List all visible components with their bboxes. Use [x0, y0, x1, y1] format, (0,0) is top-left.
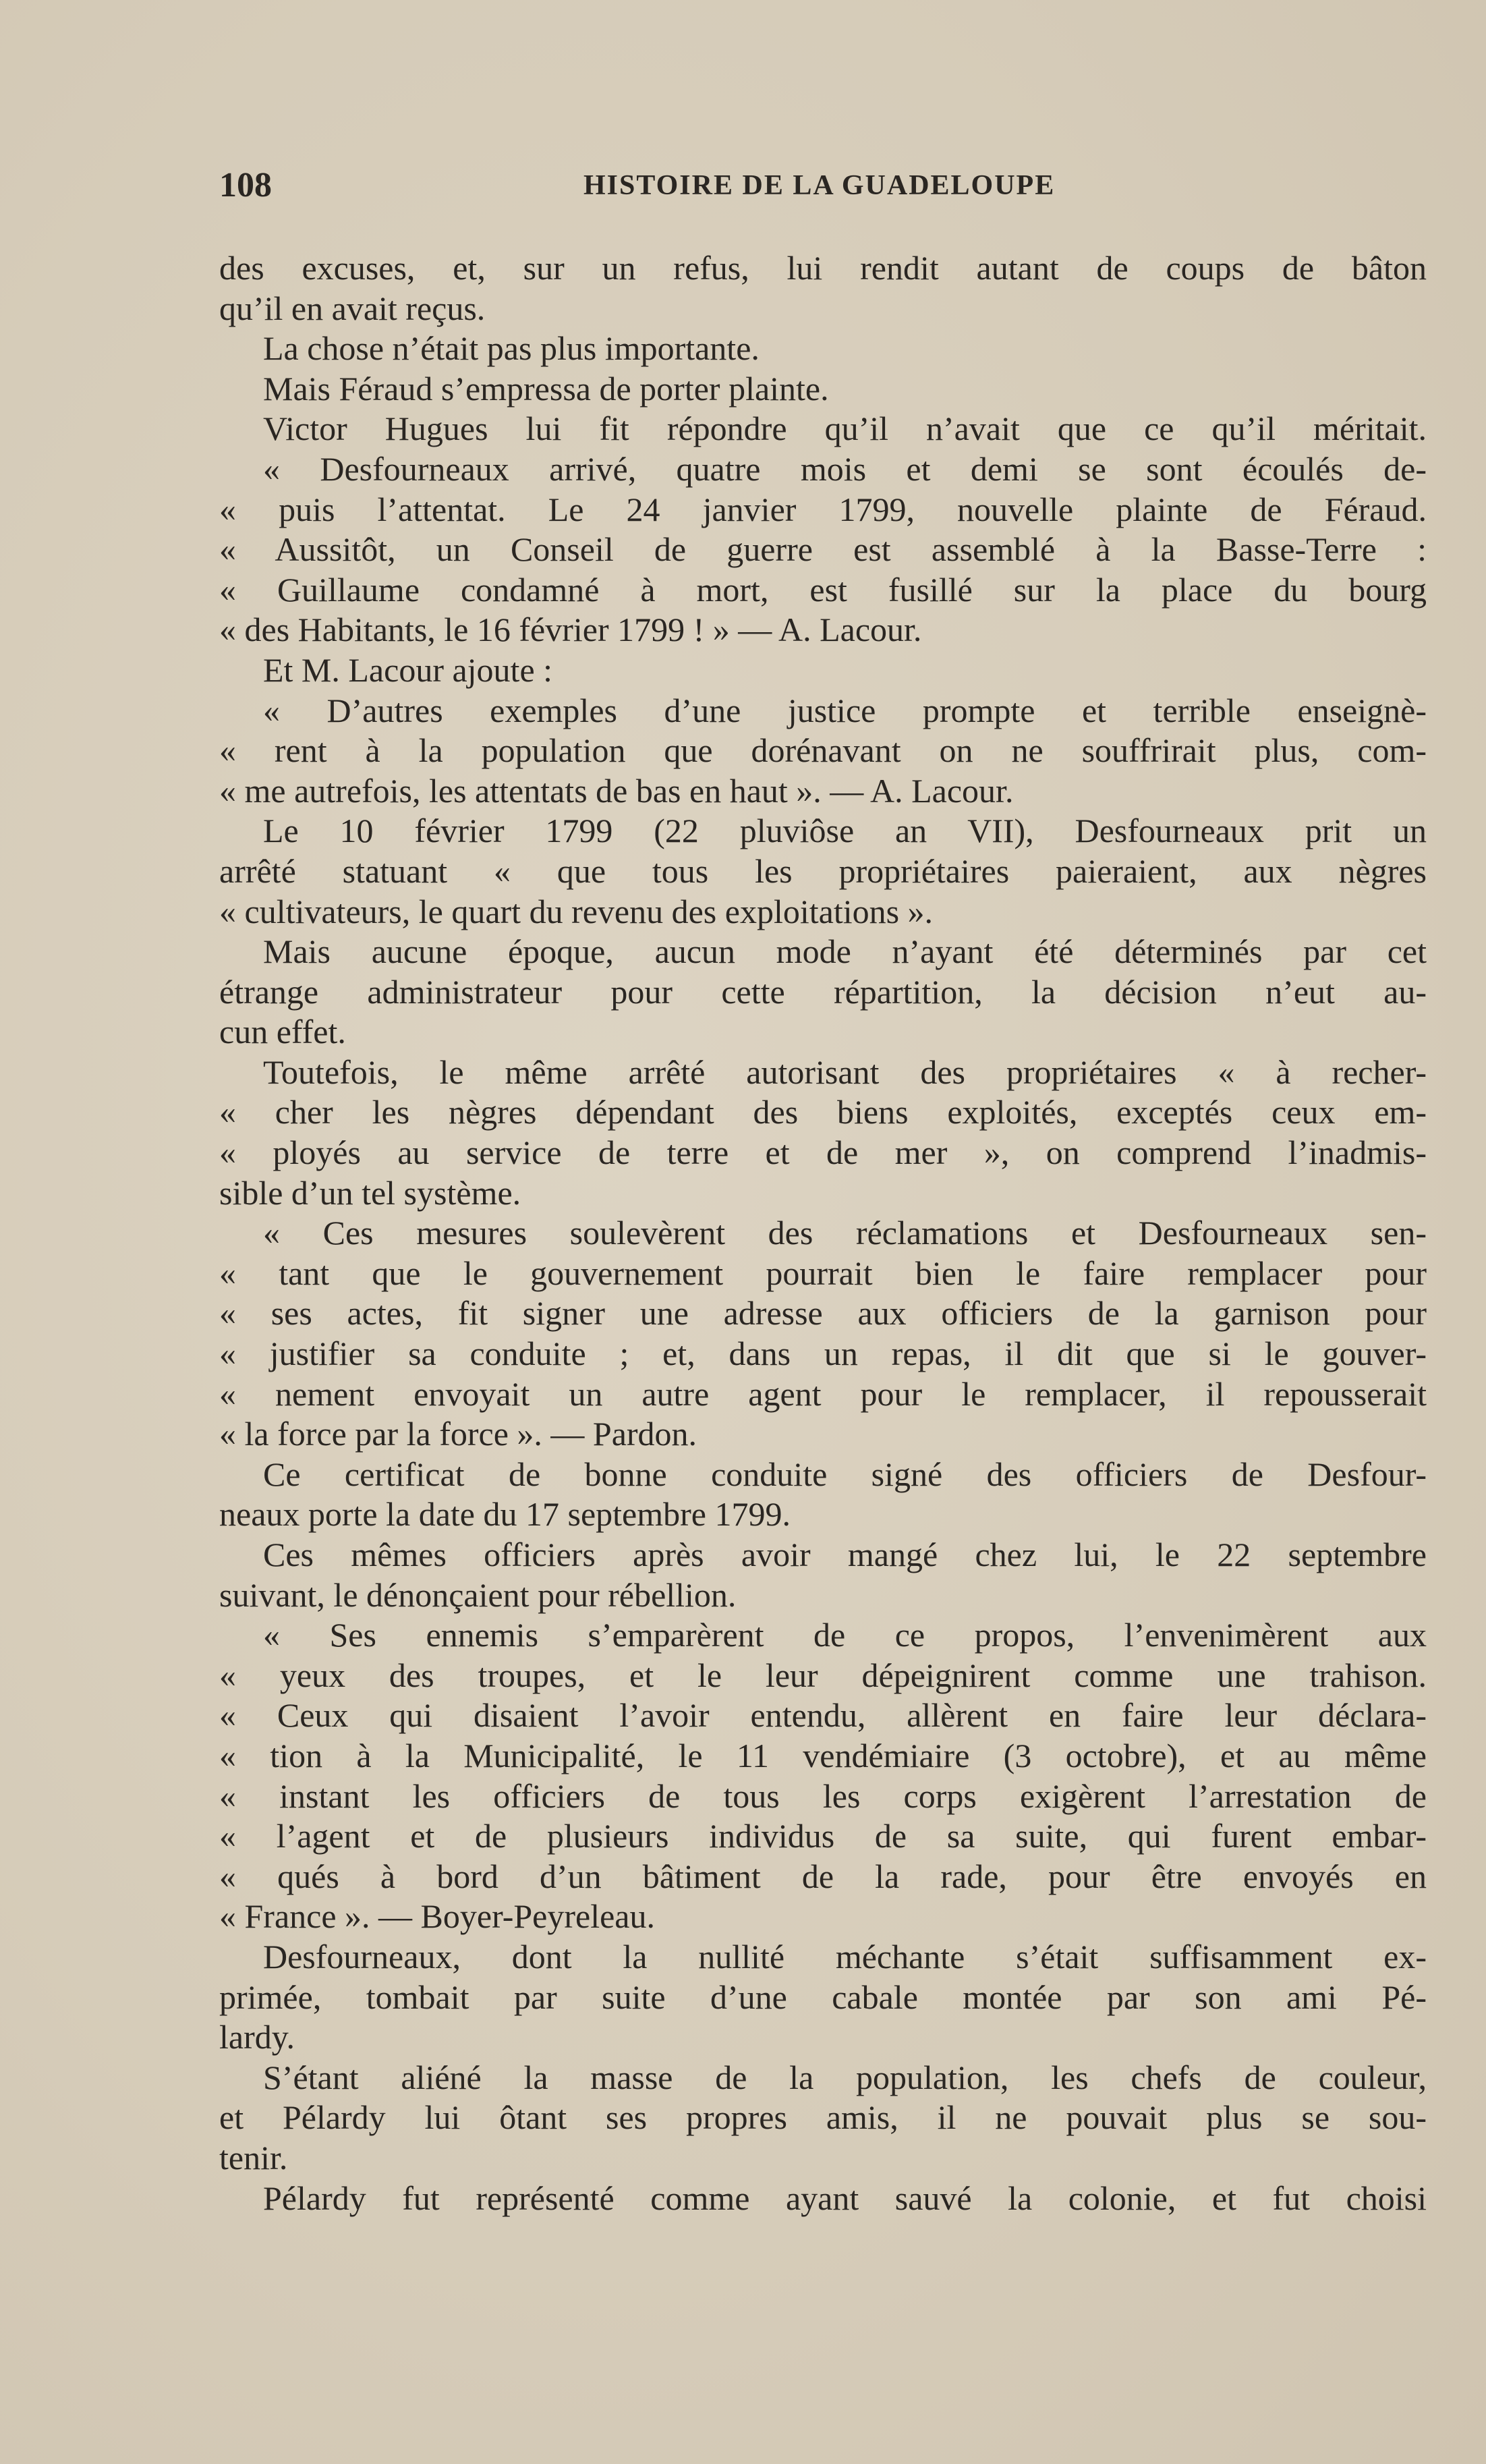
text-line: « instant les officiers de tous les corps exigèrent l’arrestation de: [219, 1776, 1427, 1815]
running-title: HISTOIRE DE LA GUADELOUPE: [583, 170, 1056, 201]
text-line: « tion à la Municipalité, le 11 vendémiaire (3 octobre), et au même: [219, 1736, 1427, 1774]
text-line: Le 10 février 1799 (22 pluviôse an VII), Desfourneaux prit un: [263, 812, 1427, 850]
text-line: « Ces mesures soulevèrent des réclamations et Desfourneaux sen-: [263, 1214, 1427, 1252]
page-header: [219, 165, 1312, 213]
text-line: suivant, le dénonçaient pour rébellion.: [219, 1575, 737, 1614]
text-line: des excuses, et, sur un refus, lui rendit autant de coups de bâton: [219, 249, 1427, 287]
text-line: « Guillaume condamné à mort, est fusillé sur la place du bourg: [219, 570, 1427, 609]
text-line: cun effet.: [219, 1013, 346, 1051]
text-line: « nement envoyait un autre agent pour le remplacer, il repousserait: [219, 1374, 1427, 1413]
text-line: étrange administrateur pour cette répartition, la décision n’eut au-: [219, 972, 1427, 1011]
text-line: « D’autres exemples d’une justice prompte et terrible enseignè-: [263, 691, 1427, 729]
text-line: Ce certificat de bonne conduite signé des officiers de Desfour-: [263, 1455, 1427, 1493]
text-line: « ses actes, fit signer une adresse aux officiers de la garnison pour: [219, 1294, 1427, 1333]
text-line: arrêté statuant « que tous les propriétaires paieraient, aux nègres: [219, 851, 1427, 890]
text-line: « la force par la force ». — Pardon.: [219, 1415, 697, 1453]
text-line: « Aussitôt, un Conseil de guerre est assemblé à la Basse-Terre :: [219, 530, 1427, 569]
text-line: neaux porte la date du 17 septembre 1799.: [219, 1495, 791, 1534]
text-line: Mais aucune époque, aucun mode n’ayant été déterminés par cet: [263, 932, 1427, 971]
body-text: [219, 248, 1427, 2218]
text-line: Et M. Lacour ajoute :: [263, 650, 553, 689]
text-line: « yeux des troupes, et le leur dépeignirent comme une trahison.: [219, 1656, 1427, 1694]
text-line: « me autrefois, les attentats de bas en haut ». — A. Lacour.: [219, 771, 1014, 810]
text-line: Mais Féraud s’empressa de porter plainte.: [263, 369, 829, 408]
text-line: Victor Hugues lui fit répondre qu’il n’avait que ce qu’il méritait.: [263, 410, 1427, 448]
text-line: qu’il en avait reçus.: [219, 289, 486, 327]
text-line: sible d’un tel système.: [219, 1173, 521, 1212]
text-line: Toutefois, le même arrêté autorisant des propriétaires « à recher-: [263, 1053, 1427, 1091]
text-line: La chose n’était pas plus importante.: [263, 329, 760, 368]
text-line: Desfourneaux, dont la nullité méchante s’était suffisamment ex-: [263, 1937, 1427, 1976]
text-line: primée, tombait par suite d’une cabale montée par son ami Pé-: [219, 1978, 1427, 2016]
text-line: tenir.: [219, 2138, 288, 2177]
text-line: « Desfourneaux arrivé, quatre mois et demi se sont écoulés de-: [263, 449, 1427, 488]
text-line: « justifier sa conduite ; et, dans un repas, il dit que si le gouver-: [219, 1335, 1427, 1373]
text-line: Ces mêmes officiers après avoir mangé chez lui, le 22 septembre: [263, 1536, 1427, 1573]
text-line: lardy.: [219, 2018, 295, 2056]
text-line: « ployés au service de terre et de mer », on comprend l’inadmis-: [219, 1133, 1427, 1172]
text-line: « tant que le gouvernement pourrait bien le faire remplacer pour: [219, 1254, 1427, 1292]
page-number: 108: [219, 166, 272, 204]
text-line: « cher les nègres dépendant des biens exploités, exceptés ceux em-: [219, 1093, 1427, 1131]
text-line: S’étant aliéné la masse de la population, les chefs de couleur,: [263, 2058, 1427, 2096]
text-line: « rent à la population que dorénavant on ne souffrirait plus, com-: [219, 731, 1427, 770]
text-line: « cultivateurs, le quart du revenu des exploitations ».: [219, 892, 934, 930]
text-line: « France ». — Boyer-Peyreleau.: [219, 1897, 655, 1936]
text-line: « l’agent et de plusieurs individus de sa suite, qui furent embar-: [219, 1817, 1427, 1855]
text-line: et Pélardy lui ôtant ses propres amis, il ne pouvait plus se sou-: [219, 2098, 1427, 2137]
text-line: Pélardy fut représenté comme ayant sauvé la colonie, et fut choisi: [263, 2179, 1427, 2217]
text-line: « des Habitants, le 16 février 1799 ! » — A. Lacour.: [219, 611, 922, 649]
text-line: « puis l’attentat. Le 24 janvier 1799, nouvelle plainte de Féraud.: [219, 490, 1427, 528]
text-line: « Ceux qui disaient l’avoir entendu, allèrent en faire leur déclara-: [219, 1696, 1427, 1735]
text-line: « Ses ennemis s’emparèrent de ce propos, l’envenimèrent aux: [263, 1616, 1427, 1654]
text-line: « qués à bord d’un bâtiment de la rade, pour être envoyés en: [219, 1857, 1427, 1895]
